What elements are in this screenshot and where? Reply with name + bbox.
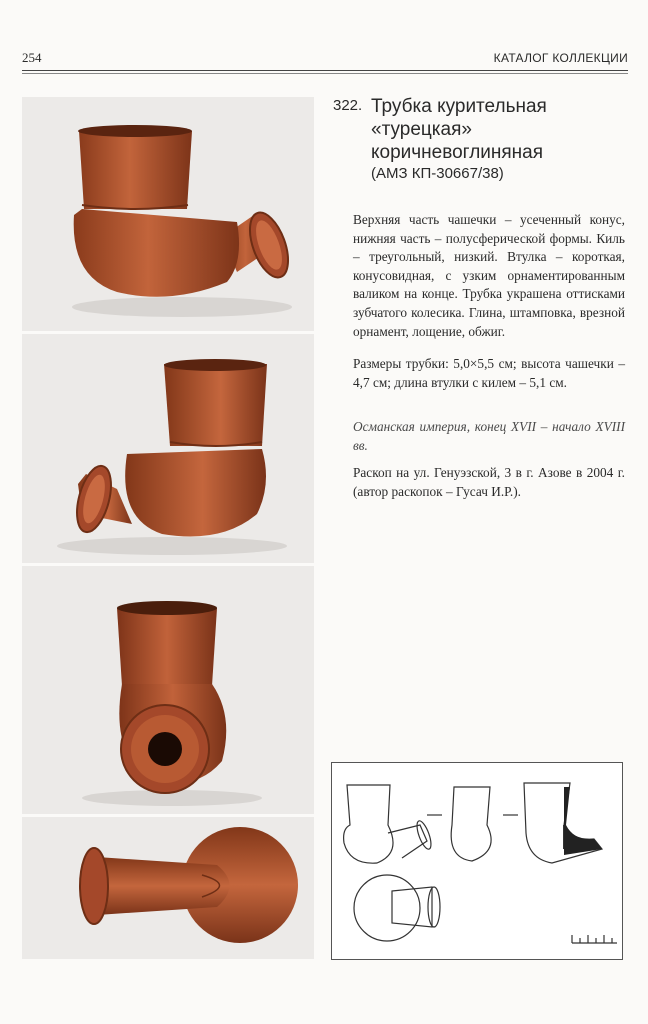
dimensions-paragraph: Размеры трубки: 5,0×5,5 см; высота чашечки – 4,7 см; длина втулки с килем – 5,1 см. bbox=[353, 356, 625, 390]
header-rule-thin bbox=[22, 73, 628, 74]
description-paragraph: Верхняя часть чашечки – усеченный конус, нижняя часть – полусферической формы. Киль – треугольный, низкий. Втулка – короткая, конусовидная, с узким орнаментированным валиком на конце. Трубка украшена оттисками зубчатого колесика. Глина, штамповка, врезной орнамент, лощение, обжиг. bbox=[353, 212, 625, 339]
origin-paragraph: Османская империя, конец XVII – начало XVIII вв. bbox=[353, 419, 625, 453]
photo-column bbox=[22, 97, 314, 959]
photo-top-view bbox=[22, 817, 314, 959]
entry-number: 322. bbox=[333, 97, 363, 114]
inventory-number: (АМЗ КП-30667/38) bbox=[371, 165, 504, 182]
technical-drawing bbox=[331, 762, 623, 960]
page-number: 254 bbox=[22, 50, 42, 65]
photo-front-view bbox=[22, 566, 314, 814]
photo-side-view-left bbox=[22, 334, 314, 563]
header-rule bbox=[22, 70, 628, 71]
photo-side-view-right bbox=[22, 97, 314, 331]
running-header bbox=[22, 48, 628, 68]
section-title: КАТАЛОГ КОЛЛЕКЦИИ bbox=[493, 51, 628, 65]
find-paragraph: Раскоп на ул. Генуэзской, 3 в г. Азове в 2004 г. (автор раскопок – Гусач И.Р.). bbox=[353, 465, 625, 499]
entry-title: Трубка курительная «турецкая» коричневоглиняная bbox=[371, 96, 547, 163]
